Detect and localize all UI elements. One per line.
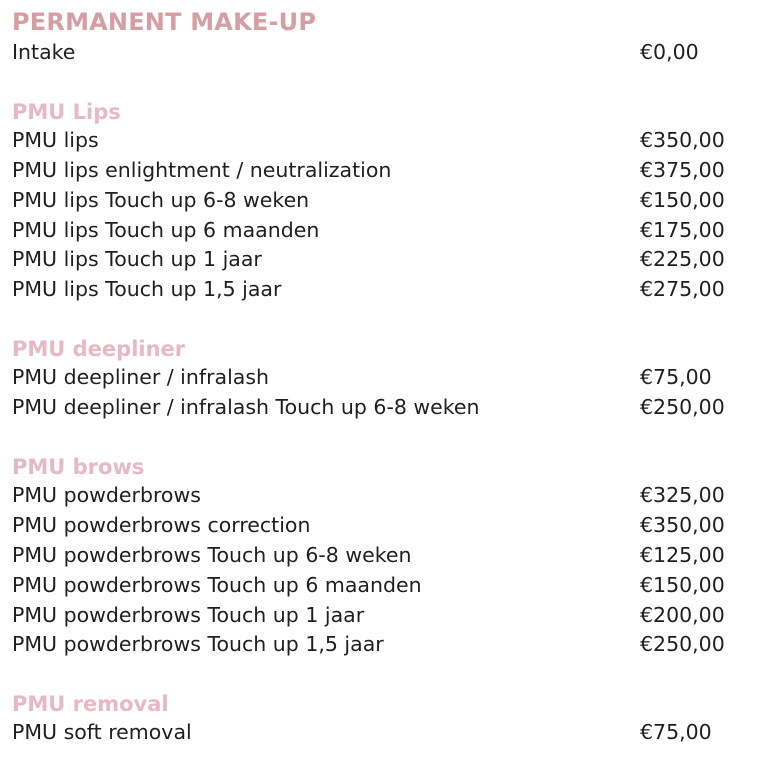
service-price: €200,00: [640, 602, 725, 627]
section-title: PMU Lips: [12, 99, 121, 124]
section-pmu-deepliner: [12, 335, 752, 423]
service-price: €175,00: [640, 217, 725, 242]
service-name: PMU lips Touch up 6-8 weken: [12, 187, 310, 212]
service-price: €75,00: [640, 720, 712, 745]
service-price: €375,00: [640, 157, 725, 182]
service-price: €250,00: [640, 395, 725, 420]
price-row: [12, 571, 752, 601]
service-price: €75,00: [640, 365, 712, 390]
service-price: €350,00: [640, 512, 725, 537]
section-spacer: [12, 660, 752, 690]
service-name: PMU powderbrows correction: [12, 512, 311, 537]
price-row: [12, 601, 752, 631]
price-list: [12, 6, 752, 748]
service-name: PMU lips Touch up 6 maanden: [12, 217, 320, 242]
service-name: PMU lips: [12, 127, 99, 152]
service-name: PMU lips Touch up 1,5 jaar: [12, 277, 282, 302]
service-price: €225,00: [640, 247, 725, 272]
price-row: [12, 718, 752, 748]
price-row: [12, 511, 752, 541]
price-row: [12, 541, 752, 571]
service-name: Intake: [12, 40, 76, 64]
service-price: €250,00: [640, 632, 725, 657]
price-row: [12, 481, 752, 511]
service-name: PMU deepliner / infralash Touch up 6-8 weken: [12, 395, 480, 420]
service-price: €325,00: [640, 483, 725, 508]
section-pmu-removal: [12, 690, 752, 748]
service-price: €275,00: [640, 277, 725, 302]
section-title: PMU deepliner: [12, 337, 186, 362]
price-row: [12, 186, 752, 216]
service-price: €125,00: [640, 542, 725, 567]
service-price: €0,00: [640, 40, 699, 64]
service-price: €350,00: [640, 127, 725, 152]
price-row: [12, 393, 752, 423]
section-pmu-brows: [12, 453, 752, 660]
section-title: PMU removal: [12, 692, 169, 717]
page-title: PERMANENT MAKE-UP: [12, 8, 317, 36]
section-spacer: [12, 68, 752, 98]
price-row: [12, 630, 752, 660]
service-name: PMU deepliner / infralash: [12, 365, 270, 390]
service-name: PMU lips Touch up 1 jaar: [12, 247, 262, 272]
service-name: PMU soft removal: [12, 720, 192, 745]
section-pmu-lips: [12, 98, 752, 305]
price-row: [12, 38, 752, 68]
service-name: PMU powderbrows Touch up 1 jaar: [12, 602, 365, 627]
price-row: [12, 216, 752, 246]
intro-section: [12, 38, 752, 68]
section-spacer: [12, 305, 752, 335]
service-name: PMU lips enlightment / neutralization: [12, 157, 392, 182]
price-row: [12, 245, 752, 275]
price-row: [12, 126, 752, 156]
price-row: [12, 156, 752, 186]
service-price: €150,00: [640, 187, 725, 212]
service-name: PMU powderbrows Touch up 6 maanden: [12, 572, 422, 597]
section-title: PMU brows: [12, 455, 145, 480]
section-spacer: [12, 423, 752, 453]
service-price: €150,00: [640, 572, 725, 597]
service-name: PMU powderbrows: [12, 483, 201, 508]
service-name: PMU powderbrows Touch up 6-8 weken: [12, 542, 412, 567]
price-row: [12, 275, 752, 305]
price-row: [12, 363, 752, 393]
service-name: PMU powderbrows Touch up 1,5 jaar: [12, 632, 384, 657]
